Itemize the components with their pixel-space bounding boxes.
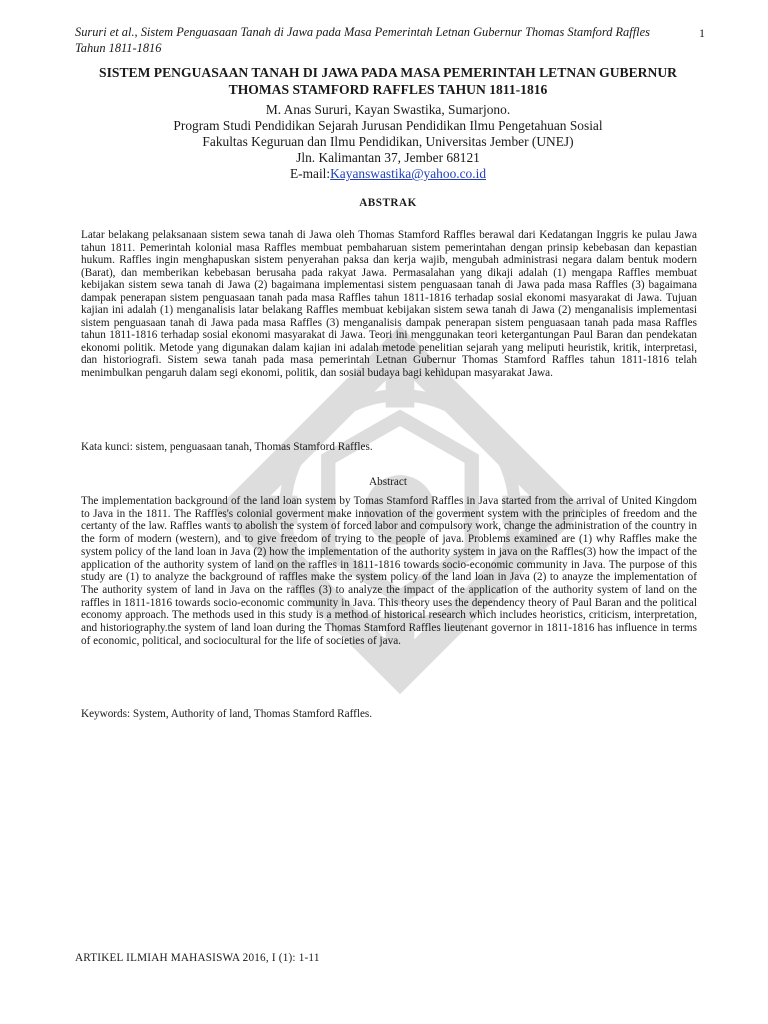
abstrak-heading: ABSTRAK — [359, 197, 417, 209]
email-label: E-mail: — [289, 166, 331, 181]
abstract-body: The implementation background of the land loan system by Tomas Stamford Raffles in Java started from the arrival of United Kingdom to Java in the 1811. The Raffles's colonial goverment make innovation of the goverment system with the principles of freedom and the certanty of the law. Raffles wants to abolish the system of forced labor and compulsory work, change the administration of the country in the form of modern (western), and to give freedom of trying to the people of java. Problems examined are (1) why Raffles make the system policy of the land loan in Java (2) how the implementation of the authority system in java on the Raffles(3) how the impact of the application of the authority system of land on the raffles in 1811-1816 towards socio-economic community in Java. The purpose of this study are (1) to analyze the background of raffles make the system policy of the land loan in Java (2) to anayze the implementation of The authority system of land in Java on the raffles (3) to analyze the impact of the application of the authority system of land on the raffles in 1811-1816 towards socio-economic community in Java. This theory uses the dependency theory of Paul Baran and the political economy approach. The methods used in this study is a method of historical research which includes heoristics, criticism, interpretation, and historiography.the system of land loan during the Thomas Stamford Raffles lieutenant governor in 1811-1816 has influence in terms of economic, political, and sociocultural for the life of societies of java. — [81, 495, 697, 647]
affiliation-line-1: Program Studi Pendidikan Sejarah Jurusan Pendidikan Ilmu Pengetahuan Sosial — [173, 118, 603, 133]
author-list: M. Anas Sururi, Kayan Swastika, Sumarjono. — [265, 102, 511, 117]
email-link[interactable]: Kayanswastika@yahoo.co.id — [330, 166, 487, 181]
journal-footer: ARTIKEL ILMIAH MAHASISWA 2016, I (1): 1-11 — [75, 952, 320, 964]
keywords: Keywords: System, Authority of land, Thomas Stamford Raffles. — [81, 708, 373, 720]
abstrak-body: Latar belakang pelaksanaan sistem sewa tanah di Jawa oleh Thomas Stamford Raffles berawal dari Kedatangan Inggris ke pulau Jawa tahun 1811. Pemerintah kolonial masa Raffles membuat pembaharuan sistem pemerintahan dengan prinsip kebebasan dan kepastian hukum. Raffles ingin menghapuskan sistem penyerahan paksa dan kerja wajib, mengubah administrasi negara dalam bentuk modern (Barat), dan memberikan kebebasan berusaha pada rakyat Jawa. Permasalahan yang dikaji adalah (1) mengapa Raffles membuat kebijakan sistem sewa tanah di Jawa (2) bagaimana implementasi sistem penguasaan tanah di Jawa pada masa Raffles (3) bagaimana dampak penerapan sistem penguasaan tanah pada masa Raffles tahun 1811-1816 terhadap sosial ekonomi masyarakat di Jawa. Tujuan kajian ini adalah (1) menganalisis latar belakang Raffles membuat kebijakan sistem sewa tanah di Jawa (2) menganalisis implementasi sistem penguasaan tanah di Jawa pada masa Raffles (3) menganalisis dampak penerapan sistem penguasaan tanah pada masa Raffles tahun 1811-1816 terhadap sosial ekonomi masyarakat di Jawa. Teori ini menggunakan teori ketergantungan Paul Baran dan pendekatan ekonomi politik. Metode yang digunakan dalam kajian ini adalah metode penelitian sejarah yang meliputi heuristik, kritik, interpretasi, dan historiografi. Sistem sewa tanah pada masa pemerintah Letnan Gubernur Thomas Stamford Raffles tahun 1811-1816 telah menimbulkan pengaruh dalam segi ekonomi, politik, dan sosial budaya bagi kehidupan masyarakat Jawa. — [81, 229, 697, 380]
kata-kunci: Kata kunci: sistem, penguasaan tanah, Thomas Stamford Raffles. — [81, 441, 373, 453]
page-number: 1 — [699, 26, 705, 40]
running-head: Sururi et al., Sistem Penguasaan Tanah di Jawa pada Masa Pemerintah Letnan Gubernur Thomas Stamford Raffles Tahun 1811-1816 — [75, 25, 650, 55]
affiliation-line-2: Fakultas Keguruan dan Ilmu Pendidikan, Universitas Jember (UNEJ) — [202, 134, 574, 149]
paper-title: SISTEM PENGUASAAN TANAH DI JAWA PADA MASA PEMERINTAH LETNAN GUBERNUR THOMAS STAMFORD RAFFLES TAHUN 1811-1816 — [99, 65, 677, 97]
affiliation-line-3: Jln. Kalimantan 37, Jember 68121 — [296, 150, 480, 165]
email-line — [90, 166, 686, 182]
abstract-heading: Abstract — [369, 476, 407, 488]
